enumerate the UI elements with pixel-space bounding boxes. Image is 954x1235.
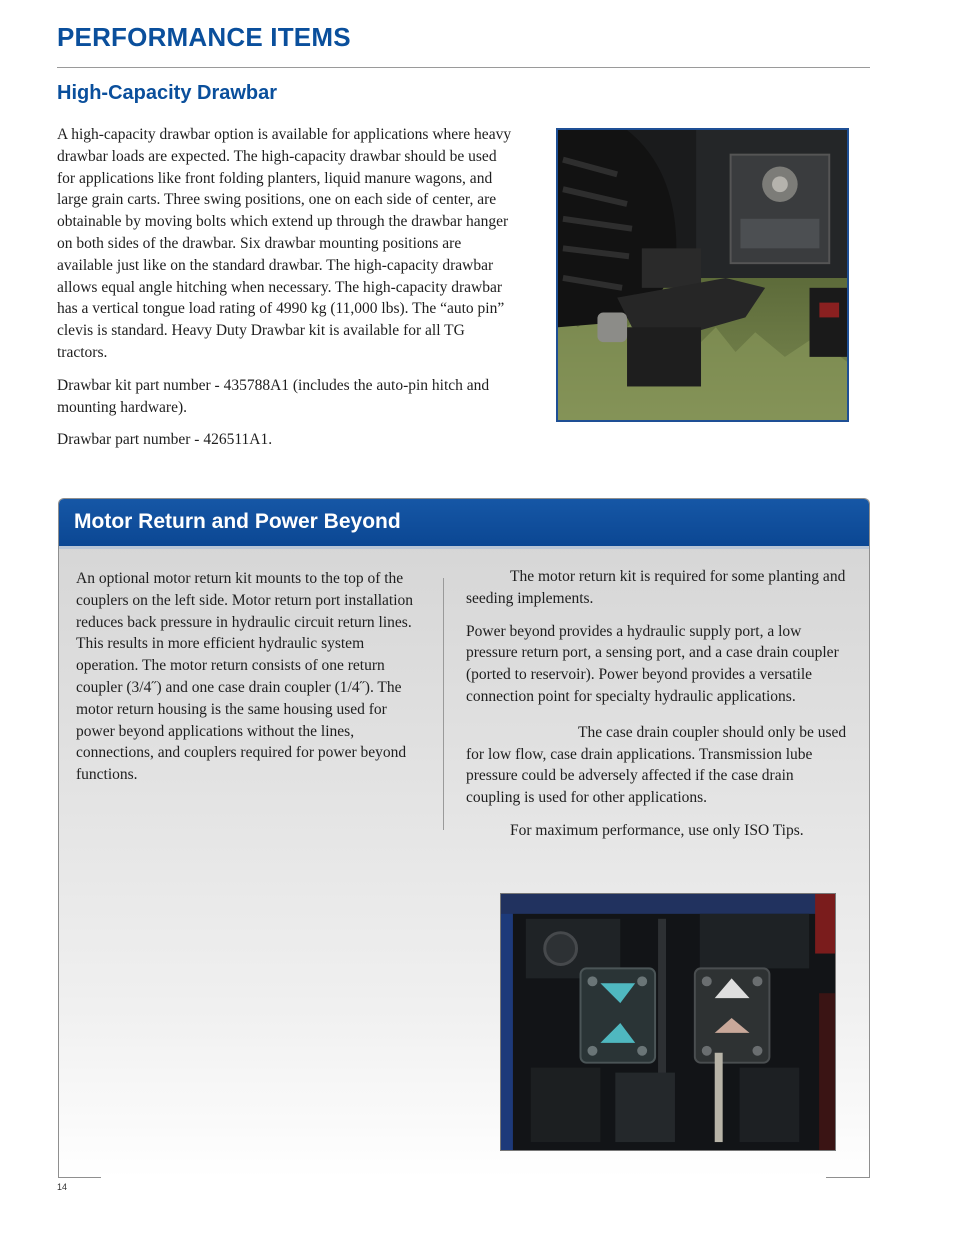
couplers-photo-image bbox=[501, 894, 835, 1150]
case-drain-note-text: The case drain coupler should only be used for low flow, case drain applications. Transmission lube pressure could be adversely affected if the case drain coupling is used for other applications. bbox=[466, 723, 847, 807]
drawbar-part-number: Drawbar part number - 426511A1. bbox=[57, 431, 273, 449]
drawbar-kit-part-number: Drawbar kit part number - 435788A1 (includes the auto-pin hitch and mounting hardware). bbox=[57, 376, 490, 416]
column-divider bbox=[443, 578, 444, 830]
iso-tips-note-text: For maximum performance, use only ISO Tips. bbox=[510, 821, 804, 839]
drawbar-photo-image bbox=[558, 130, 847, 420]
motor-return-right-text bbox=[466, 566, 850, 853]
motor-return-header bbox=[59, 499, 869, 549]
drawbar-paragraph: A high-capacity drawbar option is available for applications where heavy drawbar loads are expected. The high-capacity drawbar should be used for applications like front folding planters, liquid manure wagons, and large grain carts. Three swing positions, one on each side of center, are obtainable by moving bolts which extend up through the drawbar hanger on both sides of the drawbar. Six drawbar mounting positions are available just like on the standard drawbar. The high-capacity drawbar allows equal angle hitching when necessary. The high-capacity drawbar has a vertical tongue load rating of 4990 kg (11,000 lbs). The “auto pin” clevis is standard. Heavy Duty Drawbar kit is available for all TG tractors. bbox=[57, 126, 512, 361]
page-number: 14 bbox=[57, 1182, 68, 1192]
footer-rule-left bbox=[58, 1177, 101, 1178]
power-beyond-paragraph: Power beyond provides a hydraulic supply port, a low pressure return port, a sensing port, and a case drain coupler (ported to reservoir). Power beyond provides a versatile connection point for specialty hydraulic applications. bbox=[466, 622, 839, 705]
case-drain-note bbox=[466, 722, 850, 809]
motor-return-note-text: The motor return kit is required for some planting and seeding implements. bbox=[466, 568, 846, 607]
drawbar-heading: High-Capacity Drawbar bbox=[57, 82, 278, 104]
footer-rule-right bbox=[826, 1177, 870, 1178]
page-title: PERFORMANCE ITEMS bbox=[57, 22, 351, 52]
couplers-photo bbox=[500, 893, 836, 1151]
drawbar-text bbox=[57, 124, 517, 462]
motor-return-left-text bbox=[76, 568, 426, 797]
title-divider bbox=[57, 67, 870, 68]
motor-return-note bbox=[466, 566, 850, 610]
motor-return-heading: Motor Return and Power Beyond bbox=[74, 510, 401, 533]
drawbar-photo bbox=[556, 128, 849, 422]
iso-tips-note bbox=[466, 820, 850, 842]
motor-return-paragraph: An optional motor return kit mounts to the top of the couplers on the left side. Motor return port installation reduces back pressure in hydraulic circuit return lines. This results in more efficient hydraulic system operation. The motor return consists of one return coupler (3/4˝) and one case drain coupler (1/4˝). The motor return housing is the same housing used for power beyond applications without the lines, connections, and couplers required for power beyond functions. bbox=[76, 570, 414, 784]
